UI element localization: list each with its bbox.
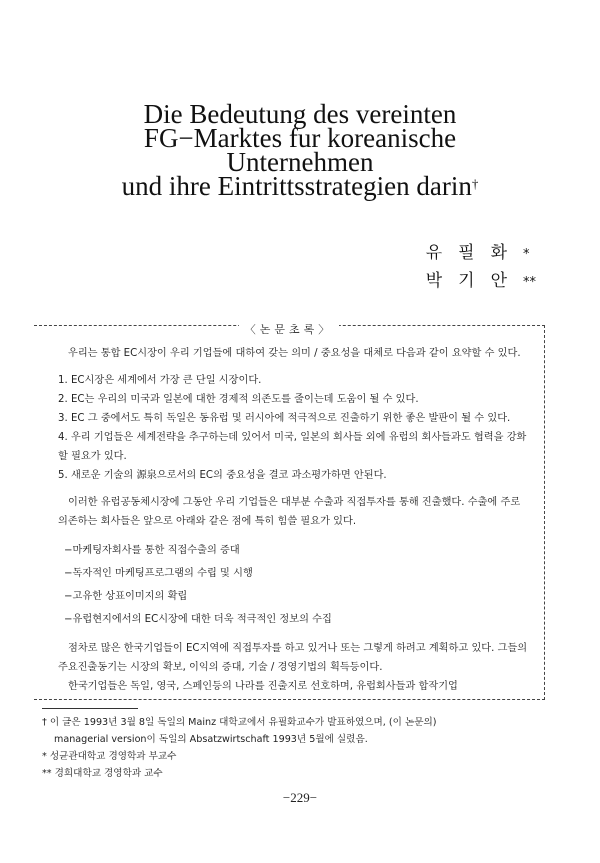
page-number: −229− [282,790,318,805]
footnote-rule [42,708,138,709]
abstract-heading-wrap [34,318,544,334]
title-line-3: Unternehmen [226,147,374,177]
strategy-item-4: −유럽현지에서의 EC시장에 대한 더욱 적극적인 정보의 수집 [64,614,332,625]
abstract-paragraph-2: 이러한 유럽공동체시장에 그동안 우리 기업들은 대부분 수출과 직접투자를 통해 진출했다. 수출에 주로 의존하는 회사들은 앞으로 아래와 같은 점에 특히 힘쓸 필요가 있다. [58,497,521,527]
footnote-author-1: * 성균관대학교 경영학과 부교수 [42,751,177,762]
abstract-point-1: 1. EC시장은 세계에서 가장 큰 단일 시장이다. [58,375,262,386]
abstract-point-3: 3. EC 그 중에서도 특히 독일은 동유럽 및 러시아에 적극적으로 진출하기 위한 좋은 발판이 될 수 있다. [58,413,511,424]
authors-block [426,240,536,296]
footnotes [42,714,542,782]
author-2-mark: ** [523,275,536,290]
author-1: 유필화* [425,243,530,263]
strategy-item-3: −고유한 상표이미지의 확립 [64,591,188,602]
author-1-mark: * [523,247,530,262]
abstract-paragraph-4: 한국기업들은 독일, 영국, 스페인등의 나라를 진출지로 선호하며, 유럽회사들과 합작기업 [68,681,458,692]
dagger-footnote-mark: † [471,176,479,191]
footnote-author-2: ** 경희대학교 경영학과 교수 [42,768,163,779]
abstract-point-4: 4. 우리 기업들은 세계전략을 추구하는데 있어서 미국, 일본의 회사들 외에 유럽의 회사들과도 협력을 강화할 필요가 있다. [58,432,527,462]
title-line-1: Die Bedeutung des vereinten [143,99,457,129]
strategy-item-2: −독자적인 마케팅프로그램의 수립 및 시행 [64,568,253,579]
title-line-4: und ihre Eintrittsstrategien darin† [121,171,479,201]
abstract-intro: 우리는 통합 EC시장이 우리 기업들에 대하여 갖는 의미 / 중요성을 대체로 다음과 같이 요약할 수 있다. [68,348,521,359]
title-line-2: FG−Marktes fur koreanische [143,123,457,153]
abstract-heading: 〈논문초록〉 [239,322,340,337]
abstract-point-5: 5. 새로운 기술의 源泉으로서의 EC의 중요성을 결코 과소평가하면 안된다. [58,470,387,481]
paper-title [60,99,540,201]
abstract-paragraph-3: 점차로 많은 한국기업들이 EC지역에 직접투자를 하고 있거나 또는 그렇게 하려고 계획하고 있다. 그들의 주요진출동기는 시장의 확보, 이익의 증대, 기술 / 경영기법의 획득등이다. [58,643,528,673]
strategy-item-1: −마케팅자회사를 통한 직접수출의 증대 [64,545,240,556]
abstract-content [58,344,528,696]
footnote-dagger: † 이 글은 1993년 3월 8일 독일의 Mainz 대학교에서 유필화교수가 발표하였으며, (이 논문의) [42,717,437,728]
abstract-point-2: 2. EC는 우리의 미국과 일본에 대한 경제적 의존도를 줄이는데 도움이 될 수 있다. [58,394,419,405]
author-2: 박기안** [425,271,536,291]
footnote-dagger-continued: managerial version이 독일의 Absatzwirtschaft 1993년 5월에 실렸음. [54,734,368,745]
